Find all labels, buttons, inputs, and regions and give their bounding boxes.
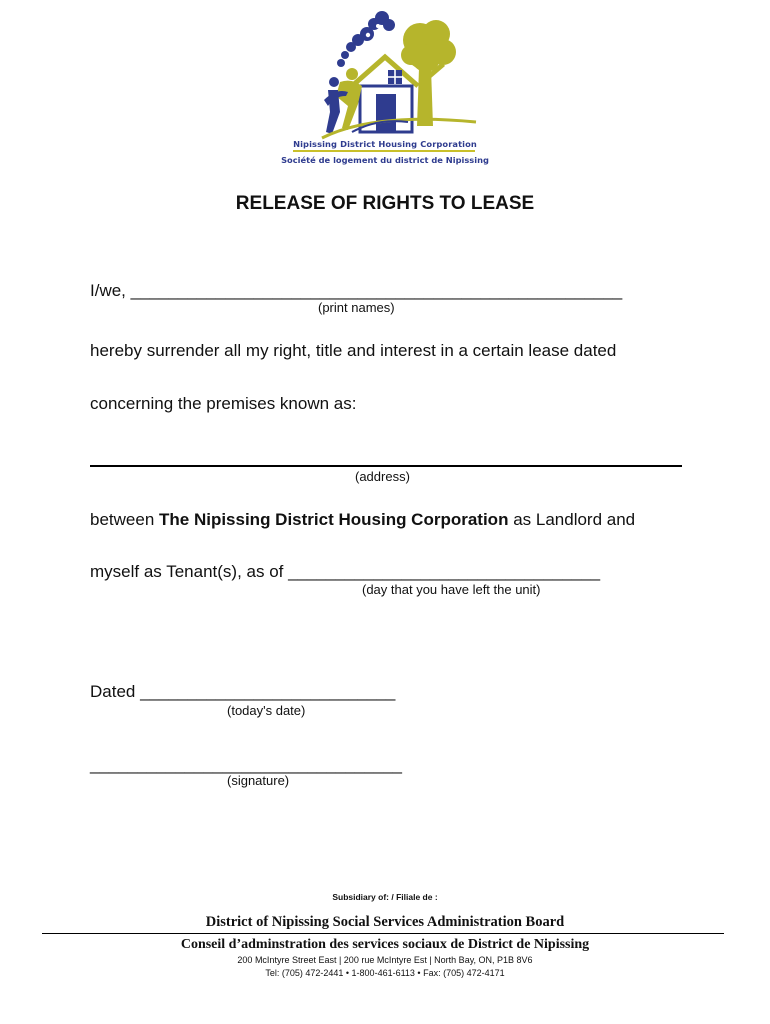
subsidiary-label: Subsidiary of: / Filiale de : [332, 892, 438, 902]
address-caption: (address) [355, 469, 410, 484]
board-name-en: District of Nipissing Social Services Administration Board [205, 914, 565, 930]
surrender-statement: hereby surrender all my right, title and interest in a certain lease dated [90, 341, 617, 360]
footer-address: 200 McIntyre Street East | 200 rue McIntyre Est | North Bay, ON, P1B 8V6 [237, 955, 533, 965]
landlord-statement [90, 510, 635, 530]
move-out-date-caption: (day that you have left the unit) [362, 582, 541, 597]
logo-org-name-fr: Société de logement du district de Nipissing [281, 155, 489, 165]
footer-divider [42, 933, 724, 934]
signature-caption: (signature) [227, 773, 290, 788]
signature-field[interactable]: _________________________________ [90, 755, 403, 774]
footer-phone: Tel: (705) 472-2441 • 1-800-461-6113 • Fax: (705) 472-4171 [265, 968, 505, 978]
logo-divider [293, 150, 475, 152]
between-prefix: between [90, 510, 159, 529]
family-icon [324, 68, 362, 134]
board-name-fr: Conseil d’adminstration des services sociaux de District de Nipissing [180, 937, 590, 952]
dated-field[interactable]: Dated ___________________________ [90, 682, 396, 701]
document-title: RELEASE OF RIGHTS TO LEASE [235, 193, 535, 214]
premises-statement: concerning the premises known as: [90, 394, 357, 413]
landlord-name: The Nipissing District Housing Corporation [159, 510, 509, 529]
todays-date-caption: (today's date) [227, 703, 306, 718]
logo-org-name-en: Nipissing District Housing Corporation [293, 139, 477, 149]
names-field[interactable]: I/we, ____________________________________________________ [90, 281, 623, 300]
move-out-date-field[interactable]: myself as Tenant(s), as of _________________________________ [90, 562, 601, 581]
between-suffix: as Landlord and [508, 510, 636, 529]
print-names-caption: (print names) [318, 300, 395, 315]
address-field[interactable] [90, 465, 682, 467]
